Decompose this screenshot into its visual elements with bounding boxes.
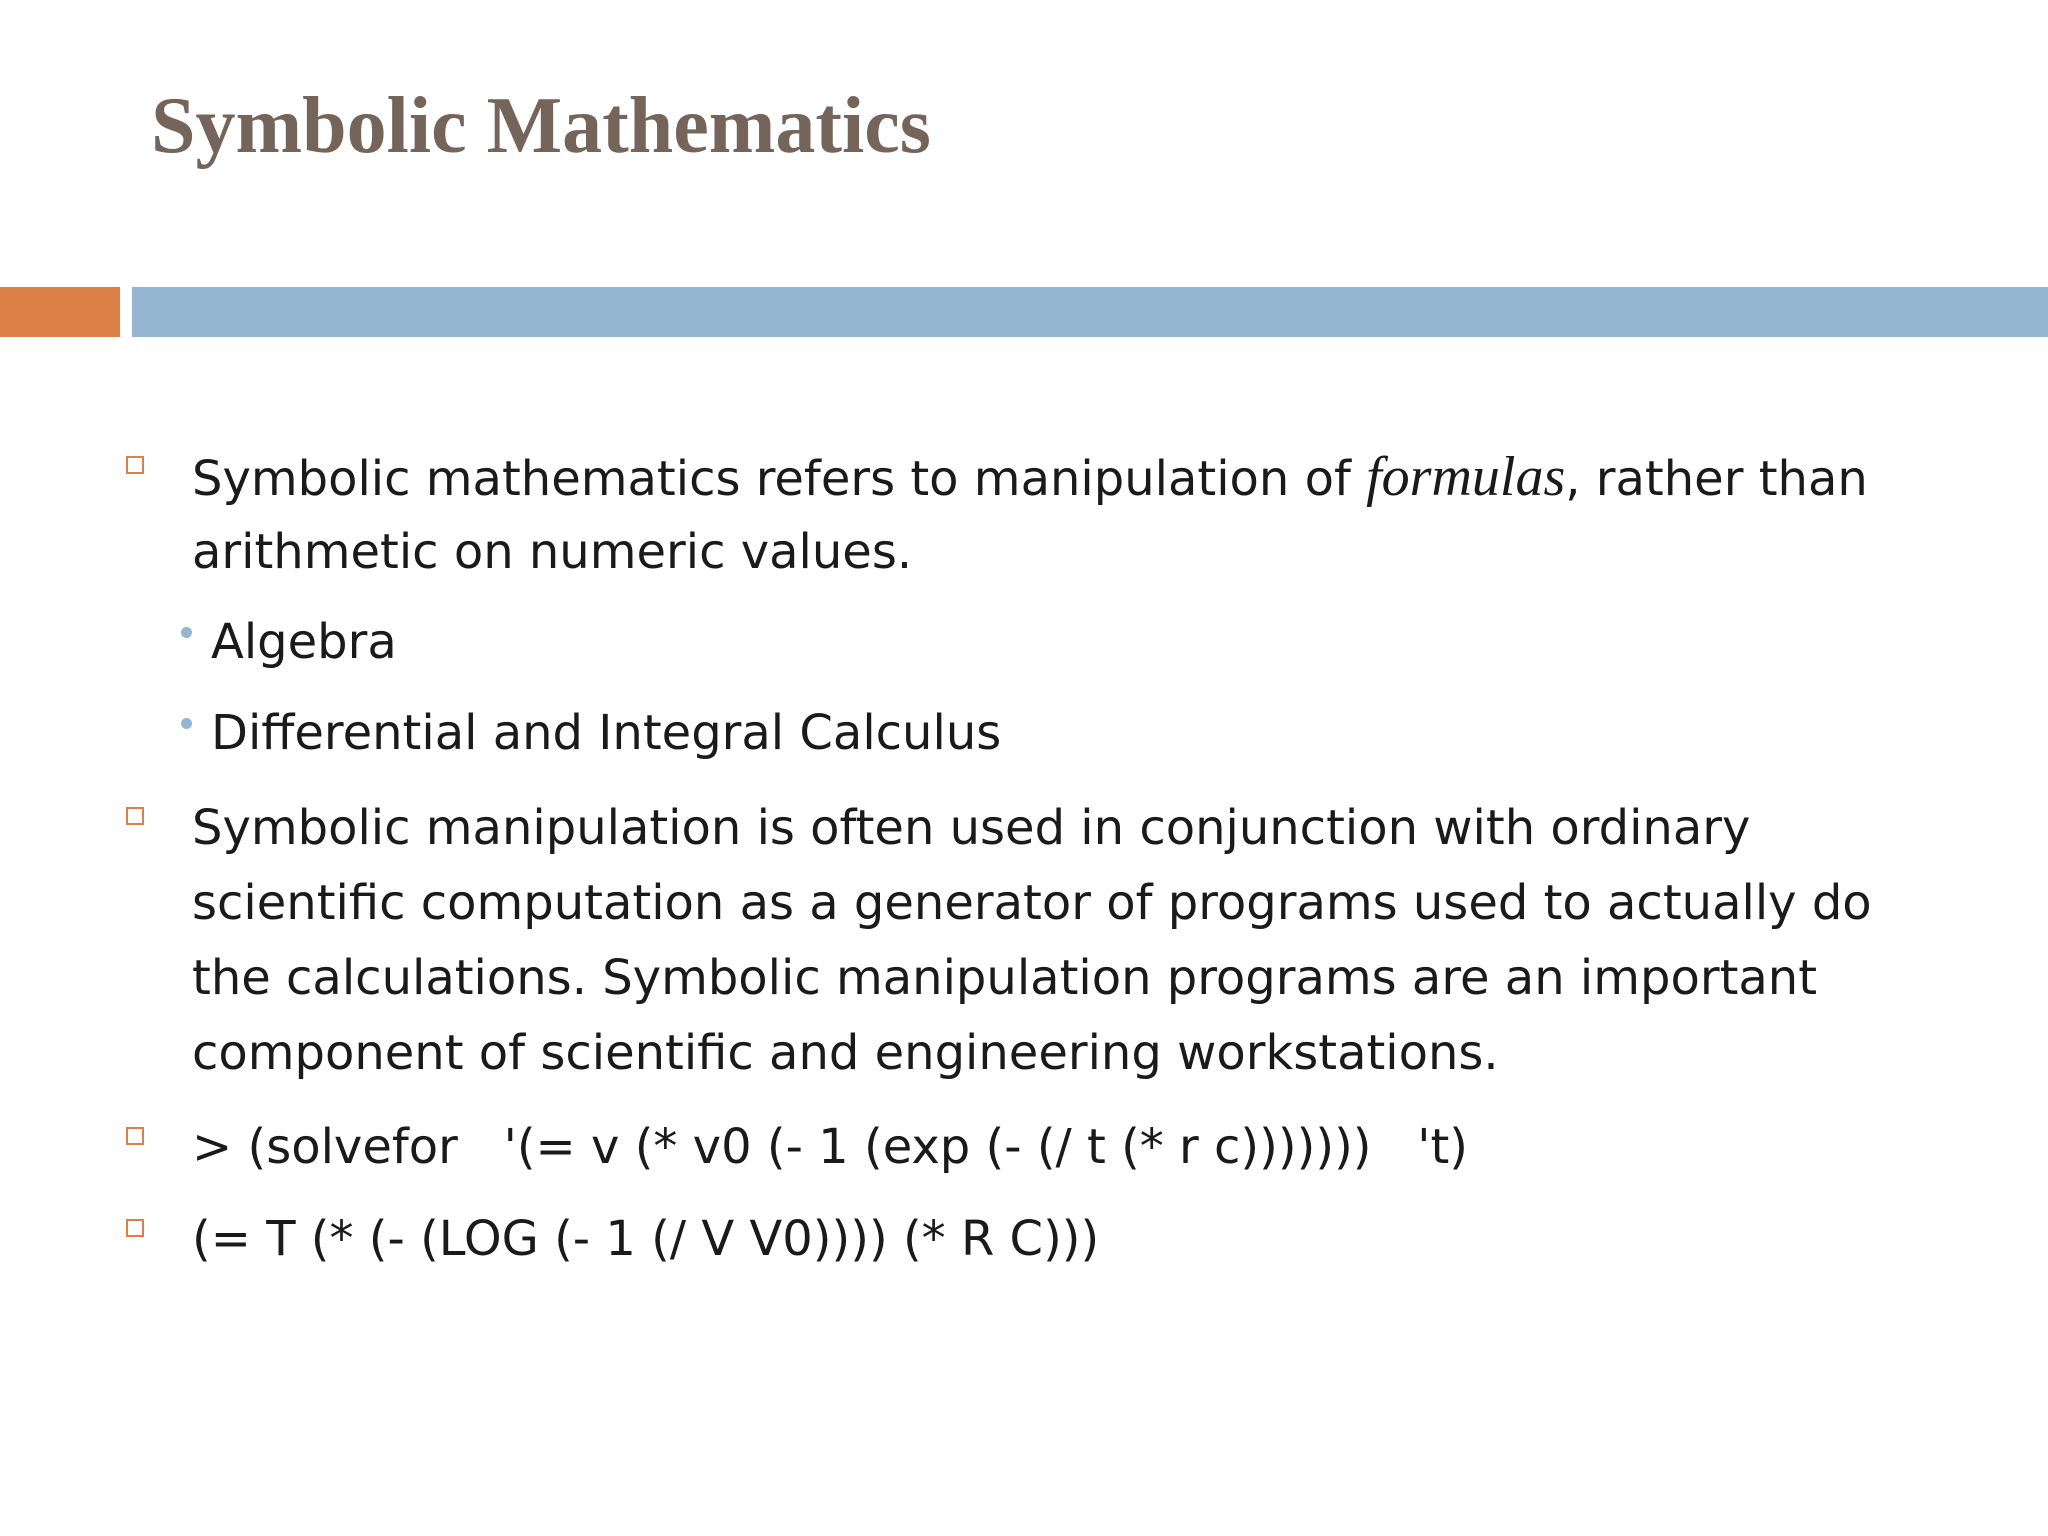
bullet-2-line-2: scientific computation as a generator of programs used to actually do — [192, 875, 1872, 931]
square-bullet-icon — [126, 456, 144, 474]
square-bullet-icon — [126, 1219, 144, 1237]
sub-bullet-algebra: Algebra — [211, 614, 397, 670]
bullet-1-line-2: arithmetic on numeric values. — [192, 524, 913, 580]
square-bullet-icon — [126, 807, 144, 825]
bullet-2-line-4: component of scientific and engineering workstations. — [192, 1025, 1499, 1081]
square-bullet-icon — [126, 1127, 144, 1145]
bullet-2-line-1: Symbolic manipulation is often used in conjunction with ordinary — [192, 800, 1751, 856]
bullet-1-line-1 — [192, 448, 1868, 508]
slide-title: Symbolic Mathematics — [151, 82, 931, 170]
bullet-1-text-after: , rather than — [1565, 451, 1868, 507]
dot-bullet-icon — [181, 627, 192, 638]
emphasis-formulas: formulas — [1366, 446, 1566, 508]
bullet-2-line-3: the calculations. Symbolic manipulation programs are an important — [192, 950, 1818, 1006]
code-result-expression: (= T (* (- (LOG (- 1 (/ V V0)))) (* R C))) — [192, 1211, 1100, 1267]
sub-bullet-calculus: Differential and Integral Calculus — [211, 705, 1002, 761]
bullet-1-text-before: Symbolic mathematics refers to manipulation of — [192, 451, 1367, 507]
dot-bullet-icon — [181, 718, 192, 729]
code-solvefor-expression: > (solvefor '(= v (* v0 (- 1 (exp (- (/ t (* r c))))))) 't) — [192, 1119, 1469, 1175]
